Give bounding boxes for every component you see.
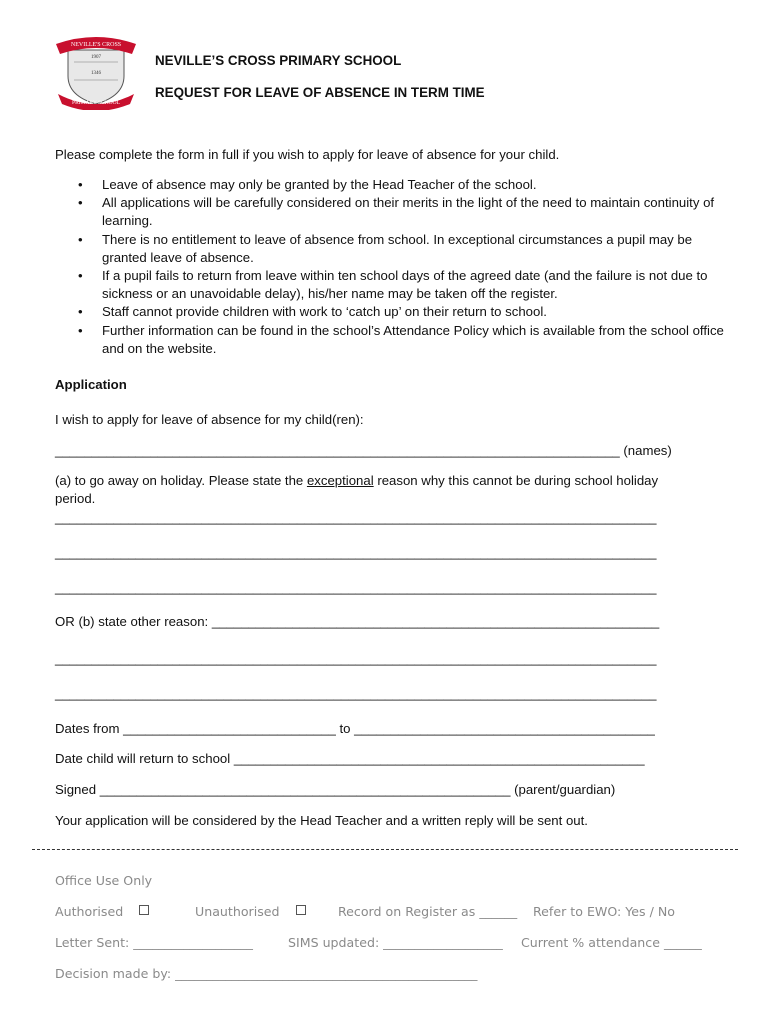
bullet-text: All applications will be carefully considered on their merits in the light of the need to maintain continuity of learning.: [102, 195, 715, 229]
bullet-icon: •: [78, 231, 83, 247]
logo-year-1: 1907: [91, 55, 101, 60]
bullet-icon: •: [78, 322, 83, 338]
logo-year-2: 1346: [91, 71, 101, 76]
signature-field[interactable]: Signed ________________________________________________________ (parent/guardian): [55, 782, 616, 797]
logo-text-bottom: PRIMARY SCHOOL: [72, 100, 120, 106]
bullet-icon: •: [78, 195, 83, 211]
unauthorised-checkbox[interactable]: [296, 905, 306, 915]
unauthorised-option: [195, 904, 306, 919]
bullet-item: [78, 322, 728, 358]
return-date-field[interactable]: Date child will return to school ________________________________________________________: [55, 751, 645, 766]
guidance-bullet-list: [78, 176, 728, 358]
bullet-icon: •: [78, 177, 83, 192]
bullet-item: [78, 231, 728, 267]
school-name: NEVILLE’S CROSS PRIMARY SCHOOL: [155, 53, 402, 68]
bullet-item: [78, 267, 728, 303]
school-crest-logo: [54, 32, 138, 110]
dates-from-to-field[interactable]: Dates from _____________________________ to _________________________________________: [55, 721, 655, 736]
other-reason-line-2[interactable]: __________________________________________________________________________________: [55, 686, 657, 701]
cut-line-divider: [32, 849, 738, 850]
holiday-reason-label: [55, 473, 658, 488]
holiday-text-emphasis: exceptional: [306, 473, 374, 488]
authorised-label: Authorised: [55, 904, 124, 919]
consideration-note: Your application will be considered by the Head Teacher and a written reply will be sent out.: [55, 813, 588, 828]
bullet-item: [78, 176, 728, 194]
child-names-field[interactable]: _____________________________________________________________________________ (names): [55, 443, 672, 458]
holiday-text-pre: (a) to go away on holiday. Please state the: [55, 473, 307, 488]
authorised-option: [55, 904, 149, 919]
bullet-text: Leave of absence may only be granted by the Head Teacher of the school.: [102, 177, 537, 192]
bullet-item: [78, 303, 728, 321]
bullet-text: There is no entitlement to leave of absence from school. In exceptional circumstances a pupil may be granted leave of absence.: [102, 231, 693, 265]
holiday-reason-line-3[interactable]: __________________________________________________________________________________: [55, 580, 657, 595]
decision-made-by-field[interactable]: Decision made by: ________________________________________________: [55, 966, 478, 981]
sims-updated-field[interactable]: SIMS updated: ___________________: [288, 935, 503, 950]
bullet-icon: •: [78, 304, 83, 320]
application-heading: Application: [55, 377, 127, 392]
holiday-reason-cont: period.: [55, 491, 96, 506]
bullet-text: Staff cannot provide children with work to ‘catch up’ on their return to school.: [102, 304, 547, 320]
holiday-reason-line-2[interactable]: __________________________________________________________________________________: [55, 545, 657, 560]
record-register-field[interactable]: Record on Register as ______: [338, 904, 518, 919]
holiday-reason-line-1[interactable]: __________________________________________________________________________________: [55, 510, 657, 525]
holiday-text-post: reason why this cannot be during school holiday: [373, 473, 659, 488]
logo-text-top: NEVILLE'S CROSS: [70, 42, 122, 48]
authorised-checkbox[interactable]: [139, 905, 149, 915]
other-reason-field[interactable]: OR (b) state other reason: _____________________________________________________________: [55, 614, 660, 629]
office-use-title: Office Use Only: [55, 873, 153, 888]
bullet-text: Further information can be found in the school’s Attendance Policy which is available from the school office and on the website.: [102, 322, 724, 356]
refer-ewo-field[interactable]: Refer to EWO: Yes / No: [533, 904, 675, 919]
bullet-icon: •: [78, 268, 83, 284]
apply-text: I wish to apply for leave of absence for my child(ren):: [55, 412, 364, 427]
letter-sent-field[interactable]: Letter Sent: ___________________: [55, 935, 253, 950]
intro-text: Please complete the form in full if you wish to apply for leave of absence for your child.: [55, 147, 560, 162]
form-title: REQUEST FOR LEAVE OF ABSENCE IN TERM TIME: [155, 85, 485, 100]
unauthorised-label: Unauthorised: [195, 904, 280, 919]
current-attendance-field[interactable]: Current % attendance ______: [521, 935, 702, 950]
bullet-text: If a pupil fails to return from leave within ten school days of the agreed date (and the failure is not due to sickness or an unavoidable delay), his/her name may be taken off the register.: [102, 268, 708, 302]
bullet-item: [78, 194, 728, 230]
other-reason-line-1[interactable]: __________________________________________________________________________________: [55, 651, 657, 666]
